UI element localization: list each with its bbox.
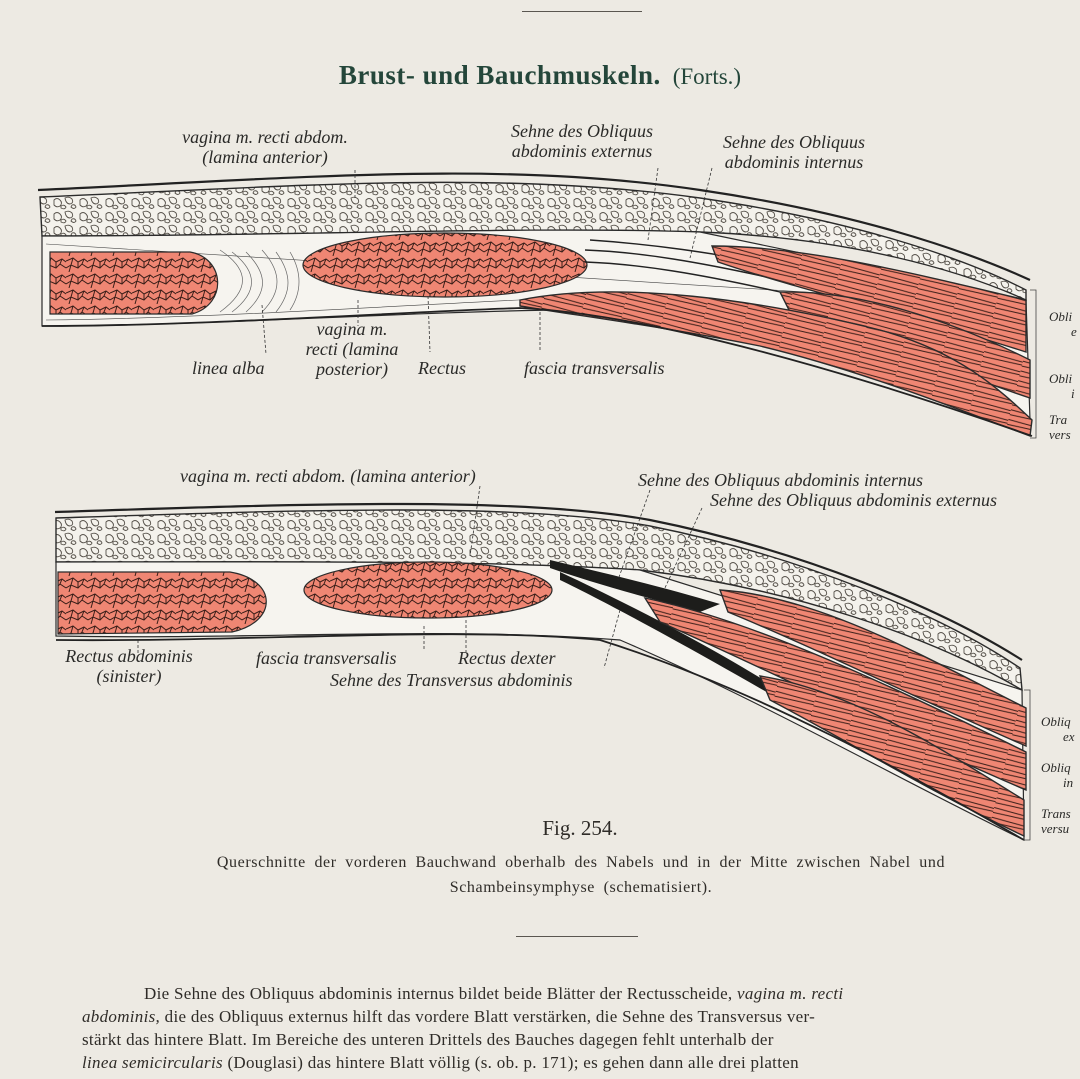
label-line: posterior) [316,359,388,379]
label-right-obliquus-int-top [1049,371,1075,401]
body-line-4 [82,1051,1072,1074]
body-paragraph [82,982,1072,1074]
label-sehne-internus-top [692,132,896,172]
body-line-2 [82,1005,1072,1028]
figure-number: Fig. 254. [542,816,618,840]
label-line: abdominis externus [511,141,653,161]
label-line: in [1063,775,1074,790]
label-right-obliquus-ext-bottom [1041,714,1075,744]
label-sehne-externus-bottom: Sehne des Obliquus abdominis externus [710,490,997,510]
label-sehne-transversus: Sehne des Transversus abdominis [330,670,573,690]
label-line: Rectus abdominis [65,646,193,666]
figure-caption [86,850,1076,900]
label-rectus-sinister [46,646,212,686]
label-line: versu [1041,821,1070,836]
caption-line-2: Schambeinsymphyse (schematisiert). [449,879,713,896]
label-line: Obliq [1041,760,1071,775]
label-line: Obli [1049,371,1073,386]
label-line: Tra [1049,412,1068,427]
label-line: Trans [1041,806,1071,821]
title-main: Brust- und Bauchmuskeln. [338,60,661,90]
label-right-transversus-top [1049,412,1071,442]
label-right-obliquus-int-bottom [1041,760,1073,790]
body-italic: linea semicircularis [82,1053,223,1072]
label-line: (lamina anterior) [202,147,328,167]
caption-line-1: Querschnitte der vorderen Bauchwand oberhalb des Nabels und in der Mitte zwischen Nabel und [216,854,946,871]
label-line: abdominis internus [724,152,864,172]
top-cross-section [38,168,1036,438]
label-fascia-top: fascia transversalis [524,358,665,378]
label-line: e [1071,324,1077,339]
label-rectus: Rectus [418,358,466,378]
label-line: Obli [1049,309,1073,324]
label-line: vers [1049,427,1071,442]
body-line-1 [82,982,1072,1005]
label-fascia-bottom: fascia transversalis [256,648,397,668]
label-sehne-externus-top [478,121,686,161]
label-vagina-anterior-top [160,127,370,167]
body-text: Die Sehne des Obliquus abdominis internus bildet beide Blätter der Rectusscheide, [144,984,733,1003]
body-text: (Douglasi) das hintere Blatt völlig (s. ob. p. 171); es gehen dann alle drei platten [227,1053,799,1072]
label-line: vagina m. recti abdom. [182,127,348,147]
label-line: Sehne des Obliquus [511,121,653,141]
body-text: die des Obliquus externus hilft das vordere Blatt verstärken, die Sehne des Transversus ver- [164,1007,816,1026]
label-vagina-posterior [282,319,422,379]
label-rectus-dexter: Rectus dexter [458,648,556,668]
label-line: ex [1063,729,1075,744]
label-line: recti (lamina [305,339,399,359]
label-line: i [1071,386,1075,401]
label-line: Obliq [1041,714,1071,729]
label-right-obliquus-ext-top [1049,309,1077,339]
label-linea-alba: linea alba [192,358,265,378]
label-line: Sehne des Obliquus [723,132,865,152]
body-italic: abdominis, [82,1007,161,1026]
label-line: (sinister) [96,666,162,686]
title-suffix: (Forts.) [672,64,742,89]
label-vagina-anterior-bottom: vagina m. recti abdom. (lamina anterior) [180,466,476,486]
body-line-3: stärkt das hintere Blatt. Im Bereiche des unteren Drittels des Bauches dagegen fehlt unterhalb der [82,1030,774,1049]
label-line: vagina m. [316,319,388,339]
label-sehne-internus-bottom: Sehne des Obliquus abdominis internus [638,470,923,490]
body-italic: vagina m. recti [737,984,844,1003]
